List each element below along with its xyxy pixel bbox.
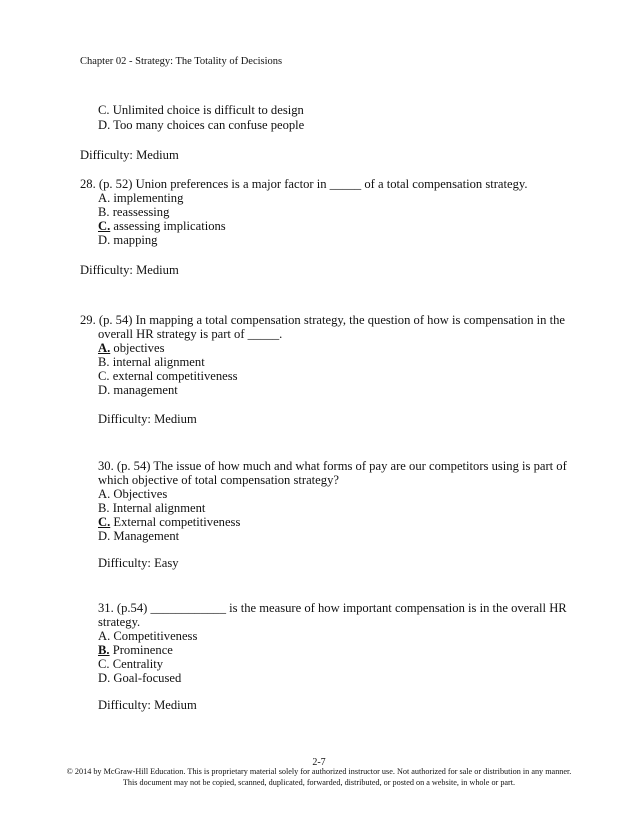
option-c: C. Centrality xyxy=(98,657,164,671)
option-d: D. Management xyxy=(98,529,180,543)
page-number: 2-7 xyxy=(312,757,326,768)
question-28-stem: 28. (p. 52) Union preferences is a major factor in _____ of a total compensation strategy. xyxy=(80,177,528,191)
option-d: D. management xyxy=(98,383,178,397)
question-29-stem-line2: overall HR strategy is part of _____. xyxy=(98,327,283,341)
question-30-stem-line1: 30. (p. 54) The issue of how much and what forms of pay are our competitors using is part of xyxy=(98,459,567,473)
option-a: A. implementing xyxy=(98,191,184,205)
option-d: D. Goal-focused xyxy=(98,671,182,685)
question-31-stem-line1: 31. (p.54) ____________ is the measure of how important compensation is in the overall HR xyxy=(98,601,567,615)
option-d: D. Too many choices can confuse people xyxy=(98,118,305,132)
page-header: Chapter 02 - Strategy: The Totality of Decisions xyxy=(80,56,283,67)
difficulty-label: Difficulty: Easy xyxy=(98,556,179,570)
copyright-notice: © 2014 by McGraw-Hill Education. This is proprietary material solely for authorized instructor use. Not authorized for sale or distribution in any manner. This document may not be copied, scanned, duplicated, forwarded, distributed, or posted on a website, in whole or part. xyxy=(66,767,572,787)
difficulty-label: Difficulty: Medium xyxy=(98,412,197,426)
option-b: B. reassessing xyxy=(98,205,170,219)
option-b: B. internal alignment xyxy=(98,355,205,369)
option-c: C. external competitiveness xyxy=(98,369,238,383)
answer-marker: C. xyxy=(98,219,111,233)
answer-marker: C. xyxy=(98,515,111,529)
difficulty-label: Difficulty: Medium xyxy=(98,698,197,712)
difficulty-label: Difficulty: Medium xyxy=(80,263,179,277)
option-c: C. Unlimited choice is difficult to design xyxy=(98,103,304,117)
option-a: A. Competitiveness xyxy=(98,629,198,643)
option-a: A. Objectives xyxy=(98,487,168,501)
option-d: D. mapping xyxy=(98,233,158,247)
difficulty-label: Difficulty: Medium xyxy=(80,148,179,162)
question-30-stem-line2: which objective of total compensation strategy? xyxy=(98,473,339,487)
option-b: B. Internal alignment xyxy=(98,501,206,515)
option-b-answer: B. Prominence xyxy=(98,643,173,657)
question-31-stem-line2: strategy. xyxy=(98,615,141,629)
answer-marker: B. xyxy=(98,643,110,657)
answer-marker: A. xyxy=(98,341,111,355)
option-c-answer: C. assessing implications xyxy=(98,219,226,233)
option-a-answer: A. objectives xyxy=(98,341,165,355)
question-29-stem-line1: 29. (p. 54) In mapping a total compensation strategy, the question of how is compensation in the xyxy=(80,313,565,327)
option-c-answer: C. External competitiveness xyxy=(98,515,241,529)
